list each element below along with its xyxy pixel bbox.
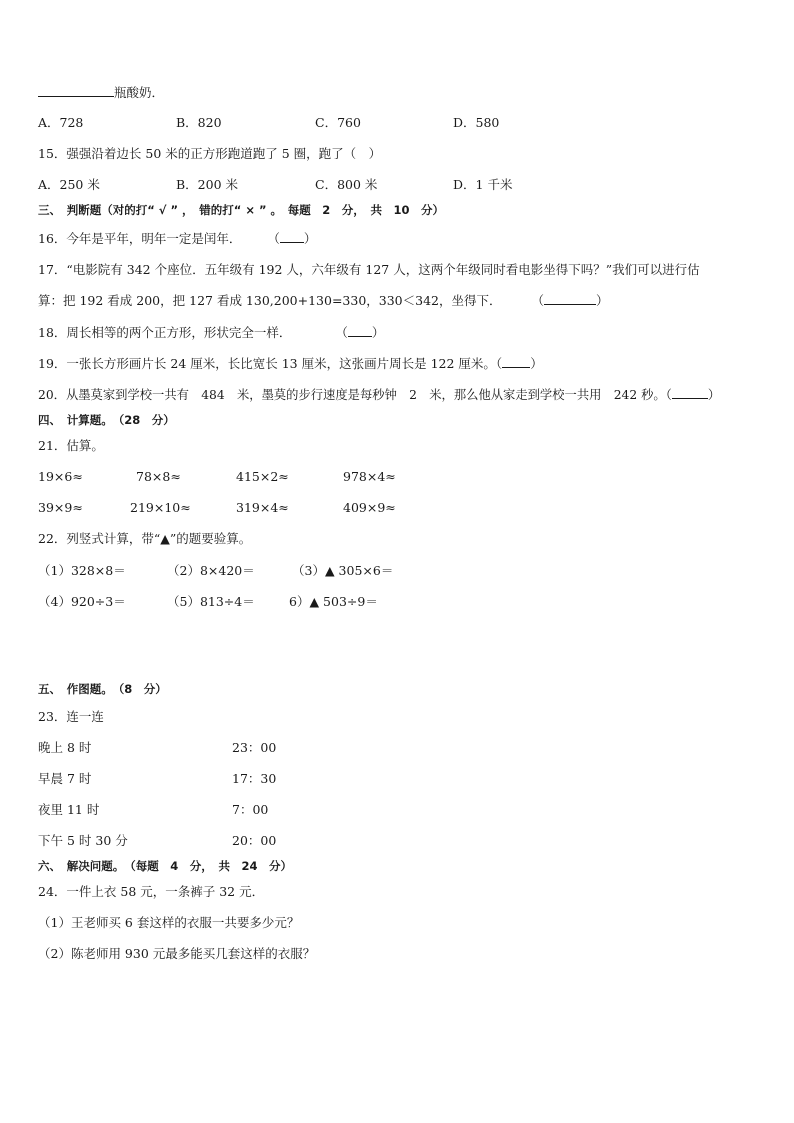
q23-right-item[interactable]: 7：00 xyxy=(232,802,269,817)
q21-item: 415×2≈ xyxy=(236,469,289,484)
q22-item: （4）920÷3＝ xyxy=(38,594,126,609)
q15-option-c[interactable]: C．800 米 xyxy=(315,177,378,192)
q24-part-2: （2）陈老师用 930 元最多能买几套这样的衣服？ xyxy=(38,946,316,961)
paren-close: ） xyxy=(530,356,543,371)
q17-line-1: 17．“电影院有 342 个座位．五年级有 192 人，六年级有 127 人，这两个年级同时看电影坐得下吗？”我们可以进行估 xyxy=(38,262,700,277)
paren-open: （ xyxy=(267,231,280,246)
q21-item: 319×4≈ xyxy=(236,500,289,515)
q15-text: 15．强强沿着边长 50 米的正方形跑道跑了 5 圈，跑了（ ） xyxy=(38,146,382,161)
q14-option-b[interactable]: B．820 xyxy=(176,115,222,130)
q19-text: 19．一张长方形画片长 24 厘米，长比宽长 13 厘米，这张画片周长是 122 厘米。 xyxy=(38,356,496,371)
q18-text: 18．周长相等的两个正方形，形状完全一样． xyxy=(38,325,292,340)
q22-item: （5）813÷4＝ xyxy=(167,594,255,609)
paren-close: ） xyxy=(596,293,609,308)
q23-left-item[interactable]: 晚上 8 时 xyxy=(38,740,92,755)
section-6-heading: 六、 解决问题。 （每题 4 分， 共 24 分） xyxy=(38,859,293,873)
q16-text: 16．今年是平年，明年一定是闰年． xyxy=(38,231,242,246)
q23-right-item[interactable]: 20：00 xyxy=(232,833,277,848)
paren-open: （ xyxy=(531,293,544,308)
q16-line xyxy=(38,230,316,247)
q20-text: 20．从墨莫家到学校一共有 484 米，墨莫的步行速度是每秒钟 2 米，那么他从家走到学校一共用 242 秒。 xyxy=(38,388,666,402)
answer-blank[interactable] xyxy=(280,230,304,243)
paren-close: ） xyxy=(303,231,317,246)
q22-item: （1）328×8＝ xyxy=(38,563,126,578)
paren-close: ） xyxy=(707,388,721,402)
answer-blank[interactable] xyxy=(544,292,596,305)
q23-left-item[interactable]: 早晨 7 时 xyxy=(38,771,92,786)
q14-option-a[interactable]: A．728 xyxy=(38,115,84,130)
q18-answer[interactable] xyxy=(335,325,384,340)
answer-blank[interactable] xyxy=(672,386,708,399)
q22-item: （2）8×420＝ xyxy=(167,563,255,578)
q21-item: 78×8≈ xyxy=(136,469,181,484)
section-4-heading: 四、 计算题。 （28 分） xyxy=(38,413,175,427)
q21-item: 219×10≈ xyxy=(130,500,191,515)
answer-blank[interactable] xyxy=(348,324,372,337)
q14-option-d[interactable]: D．580 xyxy=(453,115,500,130)
q15-option-b[interactable]: B．200 米 xyxy=(176,177,239,192)
q17-text: 算：把 192 看成 200，把 127 看成 130,200+130=330，330＜342，坐得下． xyxy=(38,293,502,308)
q19-answer[interactable] xyxy=(496,356,543,371)
q21-item: 39×9≈ xyxy=(38,500,83,515)
paren-open: （ xyxy=(335,325,348,340)
section-3-heading: 三、 判断题（对的打“ √ ” ， 错的打“ × ” 。 每题 2 分， 共 10 分） xyxy=(38,203,445,217)
q19-line xyxy=(38,355,543,372)
q17-line-2 xyxy=(38,292,609,309)
q14-tail-text: 瓶酸奶． xyxy=(114,85,165,100)
q22-item: （3）▲ 305×6＝ xyxy=(292,563,394,578)
q23-right-item[interactable]: 23：00 xyxy=(232,740,277,755)
q23-text: 23．连一连 xyxy=(38,709,104,724)
q14-option-c[interactable]: C．760 xyxy=(315,115,361,130)
q14-tail-line xyxy=(38,84,164,101)
q21-item: 19×6≈ xyxy=(38,469,83,484)
q23-right-item[interactable]: 17：30 xyxy=(232,771,277,786)
paren-close: ） xyxy=(371,325,385,340)
section-5-heading: 五、 作图题。 （8 分） xyxy=(38,682,167,696)
paren-open: （ xyxy=(495,356,503,371)
q16-answer[interactable] xyxy=(267,231,316,246)
q15-option-d[interactable]: D．1 千米 xyxy=(453,177,513,192)
q22-item: 6）▲ 503÷9＝ xyxy=(289,594,378,609)
q21-item: 409×9≈ xyxy=(343,500,396,515)
q15-option-a[interactable]: A．250 米 xyxy=(38,177,100,192)
q23-left-item[interactable]: 下午 5 时 30 分 xyxy=(38,833,128,848)
q22-text: 22．列竖式计算，带“▲”的题要验算。 xyxy=(38,531,252,546)
q21-item: 978×4≈ xyxy=(343,469,396,484)
q20-answer[interactable] xyxy=(666,388,720,402)
paren-open: （ xyxy=(665,388,672,402)
q18-line xyxy=(38,324,384,341)
q23-left-item[interactable]: 夜里 11 时 xyxy=(38,802,100,817)
q20-line xyxy=(38,386,720,403)
q24-text: 24．一件上衣 58 元，一条裤子 32 元． xyxy=(38,884,265,899)
q17-answer[interactable] xyxy=(531,293,608,308)
answer-blank[interactable] xyxy=(38,84,114,97)
q24-part-1: （1）王老师买 6 套这样的衣服一共要多少元？ xyxy=(38,915,300,930)
answer-blank[interactable] xyxy=(502,355,530,368)
q21-text: 21．估算。 xyxy=(38,438,104,453)
